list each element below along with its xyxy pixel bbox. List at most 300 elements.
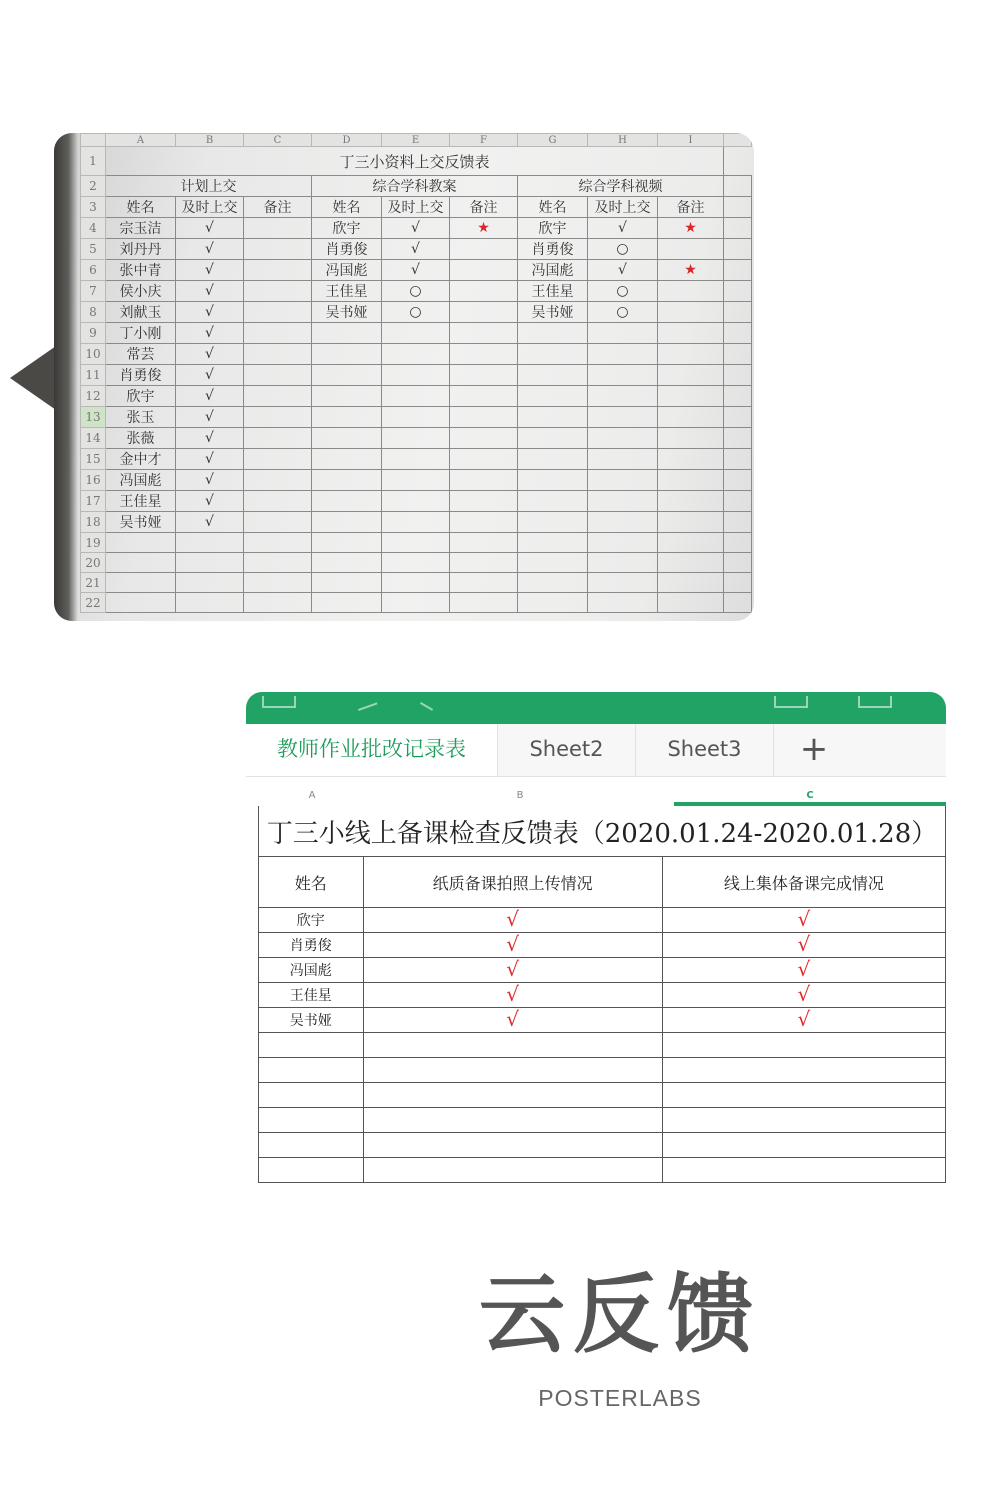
lesson-status-cell[interactable] <box>382 553 450 573</box>
plan-status-cell[interactable]: √ <box>176 386 244 407</box>
video-note-cell[interactable] <box>658 323 724 344</box>
lesson-note-cell[interactable] <box>450 302 518 323</box>
lesson-status-cell[interactable]: ○ <box>382 302 450 323</box>
check-mark: √ <box>797 907 811 931</box>
online-status-cell[interactable] <box>662 908 945 933</box>
video-note-cell[interactable] <box>658 593 724 613</box>
overflow-cell <box>724 428 752 449</box>
column-label[interactable]: 及时上交 <box>382 197 450 218</box>
plan-note-cell[interactable] <box>244 449 312 470</box>
lesson-status-cell[interactable] <box>382 386 450 407</box>
video-note-cell[interactable] <box>658 491 724 512</box>
row-header[interactable]: 7 <box>81 281 106 302</box>
video-status-cell[interactable] <box>588 470 658 491</box>
lesson-note-cell[interactable]: ★ <box>450 218 518 239</box>
lesson-name-cell[interactable] <box>312 470 382 491</box>
video-status-cell[interactable]: ○ <box>588 281 658 302</box>
video-note-cell[interactable] <box>658 449 724 470</box>
row-header[interactable]: 17 <box>81 491 106 512</box>
check-mark: √ <box>797 982 811 1006</box>
lesson-status-cell[interactable] <box>382 428 450 449</box>
video-note-cell[interactable] <box>658 281 724 302</box>
sheet-tab-bar <box>246 724 946 777</box>
lesson-name-cell[interactable] <box>312 428 382 449</box>
column-header-e[interactable]: E <box>382 134 450 147</box>
share-icon[interactable] <box>858 696 892 708</box>
video-note-cell[interactable] <box>658 470 724 491</box>
video-status-cell[interactable] <box>588 533 658 553</box>
video-name-cell[interactable]: 欣宇 <box>518 218 588 239</box>
video-status-cell[interactable]: √ <box>588 260 658 281</box>
plan-name-cell[interactable]: 刘丹丹 <box>106 239 176 260</box>
video-name-cell[interactable] <box>518 323 588 344</box>
plan-status-cell[interactable]: √ <box>176 491 244 512</box>
check-mark: √ <box>797 932 811 956</box>
plan-name-cell[interactable]: 肖勇俊 <box>106 365 176 386</box>
plan-name-cell[interactable]: 丁小刚 <box>106 323 176 344</box>
paper-status-cell[interactable] <box>363 958 662 983</box>
overflow-cell <box>724 302 752 323</box>
video-name-cell[interactable] <box>518 428 588 449</box>
online-status-cell[interactable] <box>662 983 945 1008</box>
video-note-cell[interactable] <box>658 365 724 386</box>
teacher-name-cell[interactable]: 吴书娅 <box>259 1008 364 1033</box>
lesson-note-cell[interactable] <box>450 407 518 428</box>
plan-note-cell[interactable] <box>244 323 312 344</box>
plan-note-cell[interactable] <box>244 512 312 533</box>
paper-sheet-title[interactable]: 丁三小资料上交反馈表 <box>106 147 724 176</box>
video-note-cell[interactable] <box>658 428 724 449</box>
video-note-cell[interactable] <box>658 386 724 407</box>
lesson-name-cell[interactable] <box>312 512 382 533</box>
column-header-b[interactable]: B <box>176 134 244 147</box>
video-note-cell[interactable]: ★ <box>658 218 724 239</box>
video-status-cell[interactable] <box>588 573 658 593</box>
lesson-status-cell[interactable]: √ <box>382 239 450 260</box>
teacher-name-cell[interactable]: 肖勇俊 <box>259 933 364 958</box>
plan-status-cell[interactable]: √ <box>176 470 244 491</box>
column-c-header[interactable]: C <box>806 790 814 801</box>
plan-note-cell[interactable] <box>244 365 312 386</box>
plan-name-cell[interactable]: 吴书娅 <box>106 512 176 533</box>
empty-row <box>259 1033 946 1058</box>
check-mark: √ <box>506 982 520 1006</box>
empty-cell[interactable] <box>259 1058 364 1083</box>
overflow-cell <box>724 449 752 470</box>
group-header[interactable]: 综合学科教案 <box>312 176 518 197</box>
paper-status-cell[interactable] <box>363 933 662 958</box>
video-note-cell[interactable] <box>658 407 724 428</box>
row-header[interactable]: 3 <box>81 197 106 218</box>
plan-name-cell[interactable] <box>106 553 176 573</box>
table-row <box>259 983 946 1008</box>
check-mark: √ <box>797 1007 811 1031</box>
video-status-cell[interactable] <box>588 428 658 449</box>
row-header[interactable]: 15 <box>81 449 106 470</box>
plan-status-cell[interactable]: √ <box>176 344 244 365</box>
lesson-status-cell[interactable] <box>382 323 450 344</box>
lesson-name-cell[interactable]: 吴书娅 <box>312 302 382 323</box>
column-label[interactable]: 备注 <box>658 197 724 218</box>
plan-note-cell[interactable] <box>244 593 312 613</box>
plan-note-cell[interactable] <box>244 573 312 593</box>
lesson-name-cell[interactable] <box>312 449 382 470</box>
plan-note-cell[interactable] <box>244 491 312 512</box>
video-note-cell[interactable] <box>658 512 724 533</box>
column-label[interactable]: 备注 <box>244 197 312 218</box>
group-header[interactable]: 计划上交 <box>106 176 312 197</box>
online-feedback-table <box>258 806 946 1183</box>
column-header-a[interactable]: A <box>106 134 176 147</box>
lesson-note-cell[interactable] <box>450 512 518 533</box>
row-header[interactable]: 2 <box>81 176 106 197</box>
lesson-name-cell[interactable] <box>312 491 382 512</box>
lesson-name-cell[interactable] <box>312 365 382 386</box>
online-status-cell[interactable] <box>662 1008 945 1033</box>
row-header[interactable]: 19 <box>81 533 106 553</box>
plan-name-cell[interactable]: 张中青 <box>106 260 176 281</box>
overflow-cell <box>724 407 752 428</box>
row-header[interactable]: 5 <box>81 239 106 260</box>
paper-status-cell[interactable] <box>363 908 662 933</box>
plan-note-cell[interactable] <box>244 260 312 281</box>
video-status-cell[interactable] <box>588 344 658 365</box>
empty-cell[interactable] <box>363 1058 662 1083</box>
table-row <box>259 933 946 958</box>
empty-row <box>259 1108 946 1133</box>
undo-icon[interactable] <box>355 693 378 711</box>
overflow-cell <box>724 344 752 365</box>
overflow-cell <box>724 176 752 197</box>
lesson-status-cell[interactable] <box>382 512 450 533</box>
overflow-cell <box>724 386 752 407</box>
video-name-cell[interactable] <box>518 407 588 428</box>
video-name-cell[interactable]: 王佳星 <box>518 281 588 302</box>
lesson-note-cell[interactable] <box>450 491 518 512</box>
row-header[interactable]: 20 <box>81 553 106 573</box>
column-a-header[interactable]: A <box>308 790 316 801</box>
lesson-status-cell[interactable] <box>382 449 450 470</box>
plan-status-cell[interactable]: √ <box>176 428 244 449</box>
plan-name-cell[interactable]: 宗玉洁 <box>106 218 176 239</box>
video-name-cell[interactable] <box>518 593 588 613</box>
video-note-cell[interactable] <box>658 302 724 323</box>
header-paper-upload[interactable]: 纸质备课拍照上传情况 <box>363 857 662 908</box>
plan-status-cell[interactable]: √ <box>176 281 244 302</box>
column-label[interactable]: 及时上交 <box>176 197 244 218</box>
lesson-note-cell[interactable] <box>450 449 518 470</box>
row-header[interactable]: 14 <box>81 428 106 449</box>
header-online-prep[interactable]: 线上集体备课完成情况 <box>662 857 945 908</box>
row-header[interactable]: 4 <box>81 218 106 239</box>
lesson-note-cell[interactable] <box>450 428 518 449</box>
row-header[interactable]: 16 <box>81 470 106 491</box>
plan-name-cell[interactable]: 刘献玉 <box>106 302 176 323</box>
plan-name-cell[interactable]: 张玉 <box>106 407 176 428</box>
lesson-name-cell[interactable]: 冯国彪 <box>312 260 382 281</box>
video-note-cell[interactable] <box>658 239 724 260</box>
video-note-cell[interactable]: ★ <box>658 260 724 281</box>
empty-cell[interactable] <box>662 1083 945 1108</box>
video-name-cell[interactable] <box>518 386 588 407</box>
plan-name-cell[interactable] <box>106 533 176 553</box>
paper-status-cell[interactable] <box>363 983 662 1008</box>
brand-chinese-logo: 云反馈 <box>479 1264 761 1365</box>
lesson-status-cell[interactable]: ○ <box>382 281 450 302</box>
column-header-f[interactable]: F <box>450 134 518 147</box>
plan-note-cell[interactable] <box>244 428 312 449</box>
lesson-note-cell[interactable] <box>450 365 518 386</box>
online-status-cell[interactable] <box>662 958 945 983</box>
lesson-note-cell[interactable] <box>450 533 518 553</box>
overflow-cell <box>724 218 752 239</box>
plan-note-cell[interactable] <box>244 470 312 491</box>
back-icon[interactable] <box>262 696 296 708</box>
plan-name-cell[interactable] <box>106 573 176 593</box>
video-status-cell[interactable]: √ <box>588 218 658 239</box>
plan-note-cell[interactable] <box>244 344 312 365</box>
lesson-status-cell[interactable] <box>382 573 450 593</box>
empty-cell[interactable] <box>662 1108 945 1133</box>
video-name-cell[interactable] <box>518 344 588 365</box>
plan-name-cell[interactable]: 冯国彪 <box>106 470 176 491</box>
plan-note-cell[interactable] <box>244 239 312 260</box>
header-name[interactable]: 姓名 <box>259 857 364 908</box>
column-b-header[interactable]: B <box>516 790 524 801</box>
video-status-cell[interactable] <box>588 593 658 613</box>
lesson-note-cell[interactable] <box>450 239 518 260</box>
video-status-cell[interactable] <box>588 407 658 428</box>
video-name-cell[interactable] <box>518 573 588 593</box>
overflow-cell <box>724 323 752 344</box>
video-name-cell[interactable] <box>518 512 588 533</box>
lesson-status-cell[interactable] <box>382 533 450 553</box>
lesson-name-cell[interactable]: 王佳星 <box>312 281 382 302</box>
empty-cell[interactable] <box>662 1033 945 1058</box>
plan-status-cell[interactable] <box>176 533 244 553</box>
overflow-cell <box>724 512 752 533</box>
overflow-cell <box>724 533 752 553</box>
video-status-cell[interactable] <box>588 512 658 533</box>
row-header[interactable]: 22 <box>81 593 106 613</box>
video-name-cell[interactable] <box>518 449 588 470</box>
video-note-cell[interactable] <box>658 573 724 593</box>
video-name-cell[interactable]: 肖勇俊 <box>518 239 588 260</box>
table-row <box>259 908 946 933</box>
online-status-cell[interactable] <box>662 933 945 958</box>
plan-status-cell[interactable] <box>176 593 244 613</box>
plan-status-cell[interactable]: √ <box>176 407 244 428</box>
overflow-cell <box>724 573 752 593</box>
plan-status-cell[interactable] <box>176 553 244 573</box>
tab-sheet2[interactable]: Sheet2 <box>498 724 636 776</box>
paper-status-cell[interactable] <box>363 1008 662 1033</box>
row-header[interactable]: 21 <box>81 573 106 593</box>
lesson-note-cell[interactable] <box>450 470 518 491</box>
empty-row <box>259 1158 946 1183</box>
empty-cell[interactable] <box>363 1033 662 1058</box>
video-status-cell[interactable] <box>588 365 658 386</box>
app-spreadsheet-screenshot <box>246 692 946 1192</box>
overflow-cell <box>724 491 752 512</box>
video-note-cell[interactable] <box>658 553 724 573</box>
plan-note-cell[interactable] <box>244 533 312 553</box>
select-all-corner[interactable] <box>81 134 106 147</box>
check-mark: √ <box>506 1007 520 1031</box>
tab-sheet3[interactable]: Sheet3 <box>636 724 774 776</box>
video-name-cell[interactable] <box>518 365 588 386</box>
video-name-cell[interactable] <box>518 470 588 491</box>
video-status-cell[interactable]: ○ <box>588 302 658 323</box>
row-header[interactable]: 8 <box>81 302 106 323</box>
video-status-cell[interactable] <box>588 386 658 407</box>
plan-status-cell[interactable]: √ <box>176 365 244 386</box>
plan-name-cell[interactable]: 王佳星 <box>106 491 176 512</box>
column-label[interactable]: 姓名 <box>312 197 382 218</box>
plan-status-cell[interactable]: √ <box>176 512 244 533</box>
lesson-status-cell[interactable]: √ <box>382 218 450 239</box>
lesson-name-cell[interactable] <box>312 573 382 593</box>
column-header-c[interactable]: C <box>244 134 312 147</box>
video-note-cell[interactable] <box>658 533 724 553</box>
row-header[interactable]: 10 <box>81 344 106 365</box>
column-label[interactable]: 姓名 <box>518 197 588 218</box>
plan-name-cell[interactable]: 常芸 <box>106 344 176 365</box>
video-name-cell[interactable] <box>518 491 588 512</box>
teacher-name-cell[interactable]: 王佳星 <box>259 983 364 1008</box>
plan-name-cell[interactable] <box>106 593 176 613</box>
video-status-cell[interactable] <box>588 491 658 512</box>
row-header[interactable]: 1 <box>81 147 106 176</box>
tab-teacher-record[interactable]: 教师作业批改记录表 <box>246 724 498 776</box>
lesson-name-cell[interactable] <box>312 593 382 613</box>
empty-cell[interactable] <box>662 1158 945 1183</box>
lesson-status-cell[interactable] <box>382 344 450 365</box>
empty-cell[interactable] <box>259 1133 364 1158</box>
lesson-name-cell[interactable]: 欣宇 <box>312 218 382 239</box>
overflow-cell <box>724 239 752 260</box>
row-header[interactable]: 6 <box>81 260 106 281</box>
plan-status-cell[interactable] <box>176 573 244 593</box>
overflow-cell <box>724 281 752 302</box>
video-status-cell[interactable]: ○ <box>588 239 658 260</box>
plan-name-cell[interactable]: 欣宇 <box>106 386 176 407</box>
empty-cell[interactable] <box>363 1083 662 1108</box>
lesson-name-cell[interactable]: 肖勇俊 <box>312 239 382 260</box>
video-note-cell[interactable] <box>658 344 724 365</box>
overflow-cell <box>724 470 752 491</box>
lesson-status-cell[interactable] <box>382 407 450 428</box>
video-status-cell[interactable] <box>588 553 658 573</box>
plan-note-cell[interactable] <box>244 386 312 407</box>
plan-note-cell[interactable] <box>244 281 312 302</box>
plan-status-cell[interactable]: √ <box>176 449 244 470</box>
lesson-name-cell[interactable] <box>312 386 382 407</box>
empty-row <box>259 1058 946 1083</box>
plan-name-cell[interactable]: 侯小庆 <box>106 281 176 302</box>
plan-note-cell[interactable] <box>244 407 312 428</box>
lesson-note-cell[interactable] <box>450 593 518 613</box>
row-header[interactable]: 18 <box>81 512 106 533</box>
plan-status-cell[interactable]: √ <box>176 260 244 281</box>
column-header-h[interactable]: H <box>588 134 658 147</box>
lesson-status-cell[interactable]: √ <box>382 260 450 281</box>
lesson-note-cell[interactable] <box>450 573 518 593</box>
lesson-note-cell[interactable] <box>450 553 518 573</box>
teacher-name-cell[interactable]: 冯国彪 <box>259 958 364 983</box>
empty-cell[interactable] <box>662 1133 945 1158</box>
callout-pointer <box>10 346 56 410</box>
plan-status-cell[interactable]: √ <box>176 218 244 239</box>
lesson-name-cell[interactable] <box>312 323 382 344</box>
empty-cell[interactable] <box>662 1058 945 1083</box>
teacher-name-cell[interactable]: 欣宇 <box>259 908 364 933</box>
lesson-note-cell[interactable] <box>450 386 518 407</box>
lesson-name-cell[interactable] <box>312 553 382 573</box>
video-name-cell[interactable] <box>518 533 588 553</box>
plan-name-cell[interactable]: 金中才 <box>106 449 176 470</box>
lesson-note-cell[interactable] <box>450 323 518 344</box>
video-name-cell[interactable]: 吴书娅 <box>518 302 588 323</box>
plan-status-cell[interactable]: √ <box>176 302 244 323</box>
lesson-name-cell[interactable] <box>312 344 382 365</box>
plan-name-cell[interactable]: 张薇 <box>106 428 176 449</box>
empty-cell[interactable] <box>363 1108 662 1133</box>
check-mark: √ <box>506 932 520 956</box>
video-name-cell[interactable]: 冯国彪 <box>518 260 588 281</box>
empty-cell[interactable] <box>363 1158 662 1183</box>
lesson-status-cell[interactable] <box>382 470 450 491</box>
video-status-cell[interactable] <box>588 449 658 470</box>
empty-cell[interactable] <box>259 1033 364 1058</box>
row-header[interactable]: 9 <box>81 323 106 344</box>
row-header[interactable]: 13 <box>81 407 106 428</box>
plan-note-cell[interactable] <box>244 218 312 239</box>
column-header-g[interactable]: G <box>518 134 588 147</box>
column-label[interactable]: 姓名 <box>106 197 176 218</box>
group-header[interactable]: 综合学科视频 <box>518 176 724 197</box>
plan-status-cell[interactable]: √ <box>176 239 244 260</box>
plan-note-cell[interactable] <box>244 553 312 573</box>
lesson-note-cell[interactable] <box>450 260 518 281</box>
row-header[interactable]: 11 <box>81 365 106 386</box>
column-label[interactable]: 及时上交 <box>588 197 658 218</box>
empty-cell[interactable] <box>259 1083 364 1108</box>
row-header[interactable]: 12 <box>81 386 106 407</box>
video-status-cell[interactable] <box>588 323 658 344</box>
redo-icon[interactable] <box>420 693 438 710</box>
lesson-status-cell[interactable] <box>382 593 450 613</box>
lesson-status-cell[interactable] <box>382 365 450 386</box>
lesson-name-cell[interactable] <box>312 407 382 428</box>
empty-cell[interactable] <box>363 1133 662 1158</box>
plan-note-cell[interactable] <box>244 302 312 323</box>
lesson-note-cell[interactable] <box>450 281 518 302</box>
lesson-status-cell[interactable] <box>382 491 450 512</box>
add-sheet-button[interactable]: + <box>799 729 829 769</box>
column-label[interactable]: 备注 <box>450 197 518 218</box>
column-header-i[interactable]: I <box>658 134 724 147</box>
video-name-cell[interactable] <box>518 553 588 573</box>
empty-cell[interactable] <box>259 1108 364 1133</box>
grid-icon[interactable] <box>774 696 808 708</box>
lesson-note-cell[interactable] <box>450 344 518 365</box>
sheet-title[interactable]: 丁三小线上备课检查反馈表（2020.01.24-2020.01.28） <box>259 806 946 857</box>
plan-status-cell[interactable]: √ <box>176 323 244 344</box>
column-header-d[interactable]: D <box>312 134 382 147</box>
lesson-name-cell[interactable] <box>312 533 382 553</box>
empty-cell[interactable] <box>259 1158 364 1183</box>
